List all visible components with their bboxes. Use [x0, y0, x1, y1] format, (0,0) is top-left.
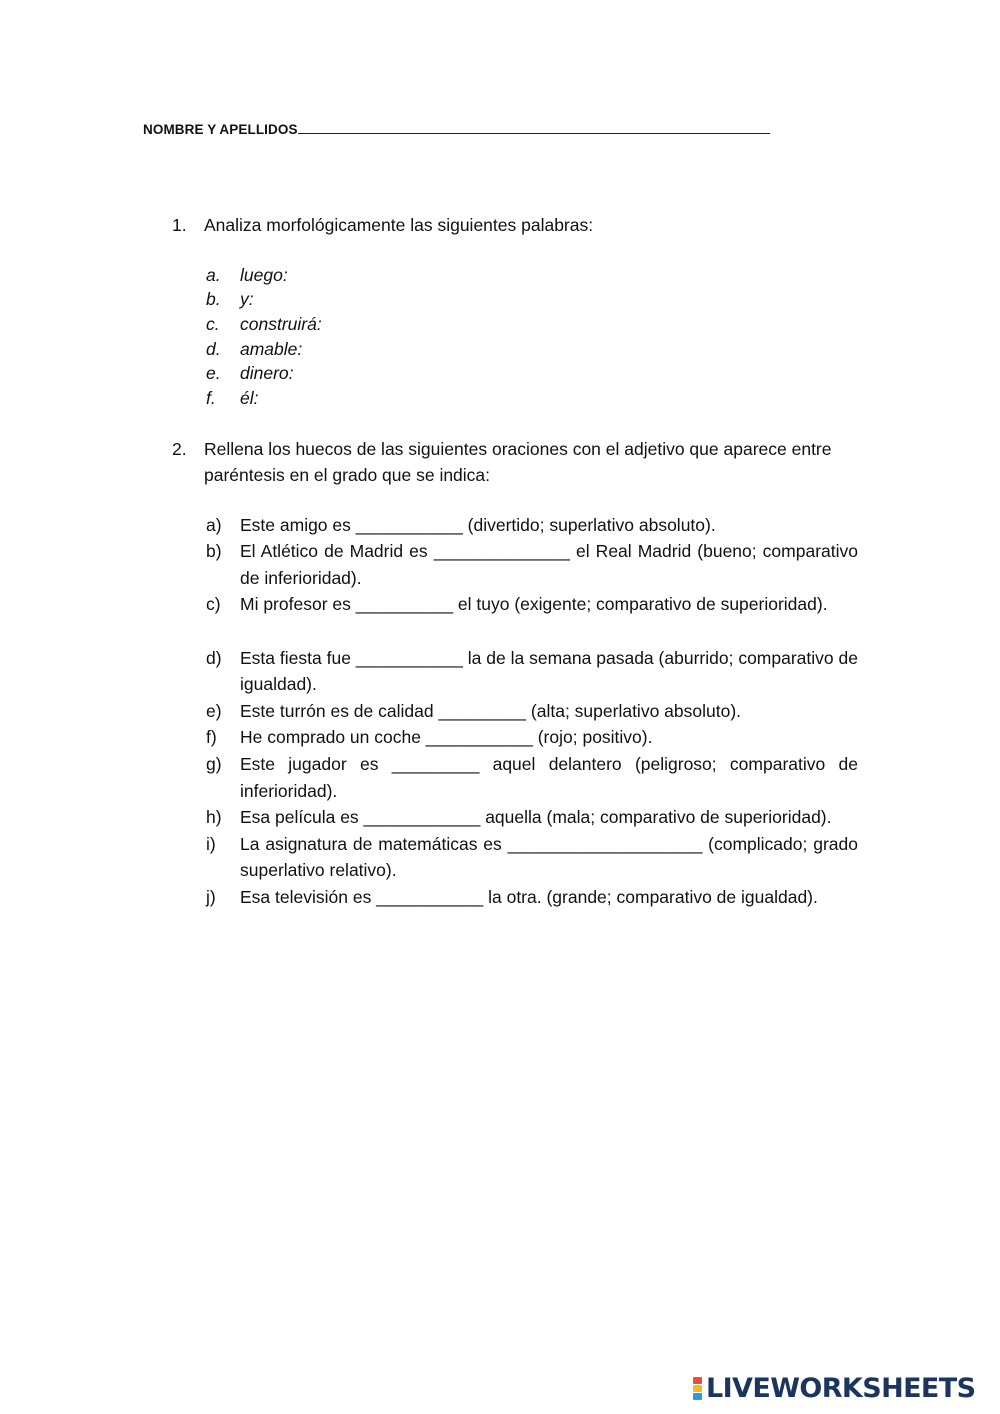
- question-1: [172, 212, 858, 239]
- item-text: El Atlético de Madrid es ______________ el Real Madrid (bueno; comparativo de inferioridad).: [240, 541, 858, 588]
- item-text: luego:: [240, 264, 288, 285]
- item-letter: b): [206, 541, 222, 562]
- item-letter: c): [206, 594, 221, 615]
- item-text: Este turrón es de calidad _________ (alta; superlativo absoluto).: [240, 700, 742, 721]
- list-item: [206, 698, 858, 725]
- logo-text: LIVEWORKSHEETS: [706, 1373, 976, 1404]
- logo-block-top: [693, 1377, 702, 1384]
- list-item: [206, 724, 858, 751]
- item-letter: a): [206, 514, 222, 535]
- list-item: [206, 263, 858, 288]
- list-item: [206, 645, 858, 698]
- item-text: dinero:: [240, 363, 294, 384]
- item-letter: d.: [206, 338, 221, 359]
- item-text: Esa película es ____________ aquella (mala; comparativo de superioridad).: [240, 807, 832, 828]
- logo-block-bottom: [693, 1393, 702, 1400]
- item-letter: d): [206, 647, 222, 668]
- item-text: amable:: [240, 338, 303, 359]
- item-letter: f.: [206, 387, 216, 408]
- question-text: Rellena los huecos de las siguientes oraciones con el adjetivo que aparece entre paréntesis en el grado que se indica:: [204, 438, 832, 486]
- item-text: Este jugador es _________ aquel delantero (peligroso; comparativo de inferioridad).: [240, 753, 858, 801]
- list-item: [206, 312, 858, 337]
- question-text: Analiza morfológicamente las siguientes palabras:: [204, 215, 594, 235]
- item-text: construirá:: [240, 313, 322, 334]
- list-item: [206, 512, 858, 539]
- worksheet-body: [172, 212, 858, 911]
- list-item: [206, 361, 858, 386]
- list-item: [206, 287, 858, 312]
- item-text: Este amigo es ___________ (divertido; superlativo absoluto).: [240, 514, 716, 535]
- list-item: [206, 386, 858, 411]
- word-list: [206, 263, 858, 411]
- list-item: [206, 831, 858, 884]
- list-item: [206, 591, 858, 618]
- list-item: [206, 804, 858, 831]
- item-letter: f): [206, 727, 217, 748]
- liveworksheets-logo: [693, 1373, 975, 1404]
- item-letter: e.: [206, 363, 221, 384]
- item-text: Esa televisión es ___________ la otra. (grande; comparativo de igualdad).: [240, 886, 818, 907]
- item-text: y:: [240, 289, 254, 310]
- question-number: 1.: [172, 215, 187, 235]
- item-letter: c.: [206, 313, 220, 334]
- question-number: 2.: [172, 438, 187, 459]
- logo-mark-icon: [693, 1377, 702, 1400]
- item-text: He comprado un coche ___________ (rojo; positivo).: [240, 727, 653, 748]
- item-text: Mi profesor es __________ el tuyo (exigente; comparativo de superioridad).: [240, 594, 828, 615]
- name-field: [143, 121, 770, 137]
- item-letter: g): [206, 753, 222, 774]
- name-blank-line[interactable]: [298, 121, 770, 134]
- item-text: La asignatura de matemáticas es ____________________ (complicado; grado superlativo relativo).: [240, 833, 858, 881]
- item-letter: a.: [206, 264, 221, 285]
- name-label: NOMBRE Y APELLIDOS: [143, 122, 298, 137]
- item-letter: e): [206, 700, 222, 721]
- logo-block-mid: [693, 1385, 702, 1392]
- item-text: él:: [240, 387, 259, 408]
- list-item: [206, 884, 858, 911]
- item-letter: h): [206, 807, 222, 828]
- item-letter: i): [206, 833, 216, 854]
- list-item: [206, 751, 858, 804]
- item-text: Esta fiesta fue ___________ la de la semana pasada (aburrido; comparativo de igualdad).: [240, 647, 858, 695]
- list-item: [206, 538, 858, 591]
- item-letter: b.: [206, 289, 221, 310]
- item-letter: j): [206, 886, 216, 907]
- question-2: [172, 436, 858, 489]
- list-item: [206, 337, 858, 362]
- sentence-list: [206, 512, 858, 911]
